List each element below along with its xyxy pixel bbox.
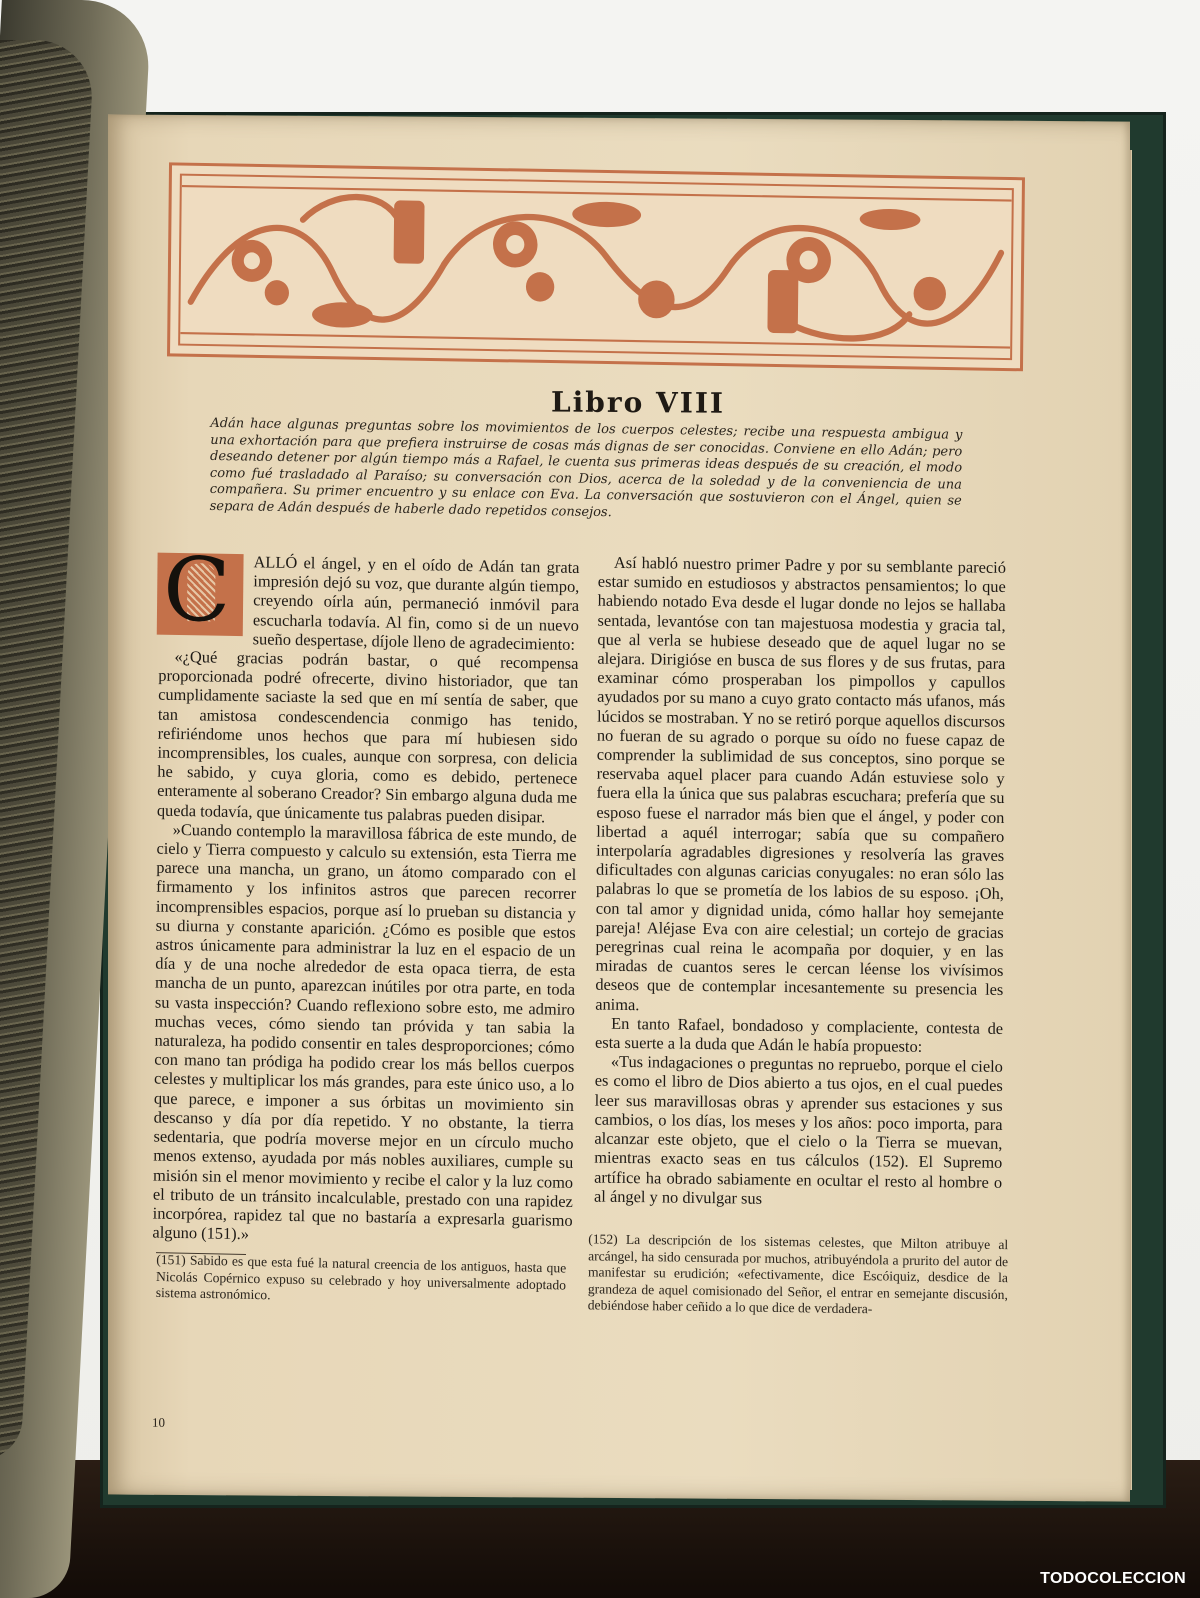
first-word: ALLÓ: [253, 552, 298, 573]
paragraph: «¿Qué gracias podrán bastar, o qué recompensa proporcionada podré ofrecerte, divino historiador, que tan cumplidamente saciaste la sed que en mí sentía de saber, que tan amistosa condescendencia conmigo has tenido, refiriéndome unos hechos que para mí hubiesen sido incomprensibles, los cuales, aunque con sorpresa, con delicia he sabido, y cuya gloria, como es debido, pertenece enteramente al soberano Creador? Sin embargo alguna duda me queda todavía, que únicamente tus palabras pueden disipar.: [156, 646, 579, 826]
text-column-right: [594, 553, 1006, 1211]
paragraph: Así habló nuestro primer Padre y por su semblante pareció estar sumido en estudiosos y abstractos pensamientos; lo que habiendo notado Eva desde el lugar donde no lejos se hallaba sentada, levantóse con tan majestuosa modestia y gracia tal, que al verla se hubiese deseado que de aquel lugar no se alejara. Dirigióse en busca de sus flores y de sus frutas, para examinar cómo prosperaban los pimpollos y capullos ayudados por su mano a cuyo grato contacto más ufanos, más lúcidos se mostraban. Y no se retiró porque aquellos discursos no fueran de su agrado o porque su oído no fuese capaz de comprender la sublimidad de sus conceptos, sino porque se reservaba aquel placer para cuando Adán estuviese solo y fuera ella la única que sus palabras escuchara; prefería que su esposo fuese el narrador más bien que el ángel, y poder con libertad a aquél interrogar; sabía que su compañero interpolaría agradables digresiones y resolvería las graves dificultades con algunas caricias conyugales: no eran sólo las palabras lo que se prometía de los labios de su esposo. ¡Oh, con tal amor y dignidad unida, cómo hallar hoy semejante pareja! Aléjase Eva con aire celestial; un cortejo de gracias peregrinas cual reina le acompaña por doquier, y en las miradas de cuantos seres le cercan léense los vivísimos deseos que de contemplar incesantemente su presencia les anima.: [595, 552, 1006, 1014]
watermark-logo: TODOCOLECCION: [1040, 1570, 1186, 1587]
footnote-151: (151) Sabido es que esta fué la natural creencia de los antiguos, hasta que Nicolás Copérnico expuso su celebrado y hoy universalmente adoptado sistema astronómico.: [155, 1251, 567, 1303]
floral-scroll-icon: [180, 176, 1012, 358]
chapter-summary: Adán hace algunas preguntas sobre los movimientos de los cuerpos celestes; recibe una respuesta ambigua y una exhortación para que prefiera instruirse de cosas más dignas de ser conocidas. Conviene en ello Adán; pero deseando detener por algún tiempo más a Rafael, le cuenta sus primeras ideas después de su creación, el modo como fué trasladado al Paraíso; su conversación con Dios, acerca de la soledad y de la conveniencia de una compañera. Su primer encuentro y su enlace con Eva. La conversación que sostuvieron con el Ángel, quien se separa de Adán después de haberle dado repetidos consejos.: [209, 415, 963, 520]
chapter-title: Libro VIII: [550, 385, 726, 420]
paragraph: »Cuando contemplo la maravillosa fábrica de este mundo, de cielo y Tierra compuesto y calculo su extensión, esta Tierra me parece una mancha, un grano, un átomo comparado con el firmamento y los infinitos astros que parecen recorrer incomprensibles espacios, porque así lo prueban su distancia y su diurna y constante aparición. ¿Cómo es posible que estos astros únicamente para administrar la luz en el espacio de un día y de una noche alrededor de esta opaca tierra, de esta mancha de un punto, aparezcan inútiles por otra parte, en toda su vasta inspección? Cuando reflexiono sobre esto, me admiro muchas veces, cómo siendo tan próvida y tan sabia la naturaleza, ha podido consentir en tales desproporciones; cómo con mano tan pródiga ha podido crear los más bellos cuerpos celestes y multiplicar los más grandes, para este único uso, a lo que parece, e imponer a sus órbitas un movimiento sin descanso y día por día repetido. Y no obstante, la tierra sedentaria, que podría moverse mejor en un círculo mucho menos extenso, ayudada por más nobles auxiliares, cumple su misión sin el menor movimiento y recibe el calor y la luz como el tributo de un tránsito incalculable, prestado con una rapidez incorpórea, rapidez tal que no bastaría a expresarla guarismo alguno (151).»: [152, 819, 577, 1244]
text-column-left: [152, 537, 580, 1250]
paragraph: «Tus indagaciones o preguntas no repruebo, porque el cielo es como el libro de Dios abierto a tus ojos, en el cual puedes leer sus maravillosas obras y aprender sus estaciones y sus cambios, o los días, los meses y los años: poco importa, para alcanzar este objeto, que el cielo o la Tierra se muevan, mientras exacto seas en tus cálculos (152). El Supremo artífice ha obrado sabiamente en ocultar el resto al hombre o al ángel y no divulgar sus: [594, 1052, 1003, 1208]
paragraph-opening-text: el ángel, y en el oído de Adán tan grata impresión dejó su voz, que durante algún tiempo, creyendo oírla aún, permaneció inmóvil para escucharla todavía. Al fin, como si de un nuevo sueño despertase, díjole lleno de agradecimiento:: [252, 553, 580, 654]
dropcap-letter: C: [162, 537, 232, 642]
facing-page-engraving: [0, 40, 95, 1460]
illuminated-dropcap: [157, 537, 244, 642]
paragraph-opening: [159, 537, 580, 654]
page-number: 10: [152, 1414, 165, 1430]
paragraph: En tanto Rafael, bondadoso y complaciente, contesta de esta suerte a la duda que Adán le había propuesto:: [594, 1013, 1004, 1056]
footnote-152: (152) La descripción de los sistemas celestes, que Milton atribuye al arcángel, ha sido censurada por muchos, atribuyéndola a prurito del autor de manifestar su erudición; «efectivamente, dice Escóiquiz, desdice de la grandeza de aquel comisionado del Señor, el entrar en semejante discusión, debiéndose haber ceñido a lo que dice de verdadera-: [587, 1231, 1009, 1317]
ornamental-floral-banner-icon: [167, 162, 1025, 371]
book-page: [108, 114, 1130, 1501]
